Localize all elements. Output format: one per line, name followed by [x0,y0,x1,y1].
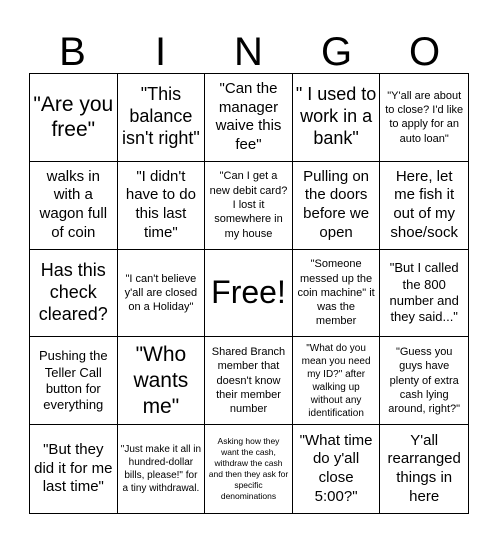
bingo-cell[interactable]: Y'all rearranged things in here [387,431,461,505]
bingo-cell[interactable]: " I used to work in a bank" [293,74,381,162]
header-letter-n: N [234,30,264,74]
bingo-cell[interactable]: "Are you free" [30,74,118,162]
header-letter-b: B [59,30,87,74]
bingo-cell[interactable]: "Y'all are about to close? I'd like to apply for an auto loan" [380,74,468,162]
bingo-cell[interactable]: "I can't believe y'all are closed on a Holiday" [118,250,206,338]
bingo-header [29,30,469,74]
bingo-cell[interactable]: Pulling on the doors before we open [293,162,381,250]
bingo-cell[interactable]: Here, let me fish it out of my shoe/sock [380,162,468,250]
bingo-cell[interactable]: walks in with a wagon full of coin [30,162,118,250]
bingo-cell[interactable]: "But I called the 800 number and they said..." [380,250,468,338]
bingo-cell[interactable]: "But they did it for me last time" [30,425,118,513]
header-letter-o: O [408,30,442,74]
bingo-cell[interactable]: Has this check cleared? [30,250,118,338]
bingo-cell[interactable]: Pushing the Teller Call button for everything [30,337,118,425]
bingo-cell[interactable]: "What time do y'all close 5:00?" [293,425,381,513]
bingo-cell[interactable]: "I didn't have to do this last time" [118,162,206,250]
bingo-cell[interactable]: "Can the manager waive this fee" [205,74,293,162]
header-letter-g: G [320,30,354,74]
bingo-cell[interactable]: "Who wants me" [118,337,206,425]
bingo-cell[interactable]: "What do you mean you need my ID?" after walking up without any identification [293,337,381,425]
bingo-cell[interactable]: "Someone messed up the coin machine" it was the member [293,250,381,338]
bingo-cell[interactable]: "Can I get a new debit card? I lost it somewhere in my house [205,162,293,250]
free-space[interactable]: Free! [205,250,293,338]
bingo-cell[interactable]: "Guess you guys have plenty of extra cash lying around, right?" [380,337,468,425]
bingo-board [29,73,469,514]
bingo-cell[interactable]: Asking how they want the cash, withdraw the cash and then they ask for specific denominations [205,425,293,513]
header-letter-i: I [154,30,168,74]
bingo-cell[interactable]: "This balance isn't right" [118,74,206,162]
bingo-cell[interactable]: "Just make it all in hundred-dollar bills, please!" for a tiny withdrawal. [118,425,206,513]
bingo-cell[interactable]: Shared Branch member that doesn't know their member number [205,337,293,425]
